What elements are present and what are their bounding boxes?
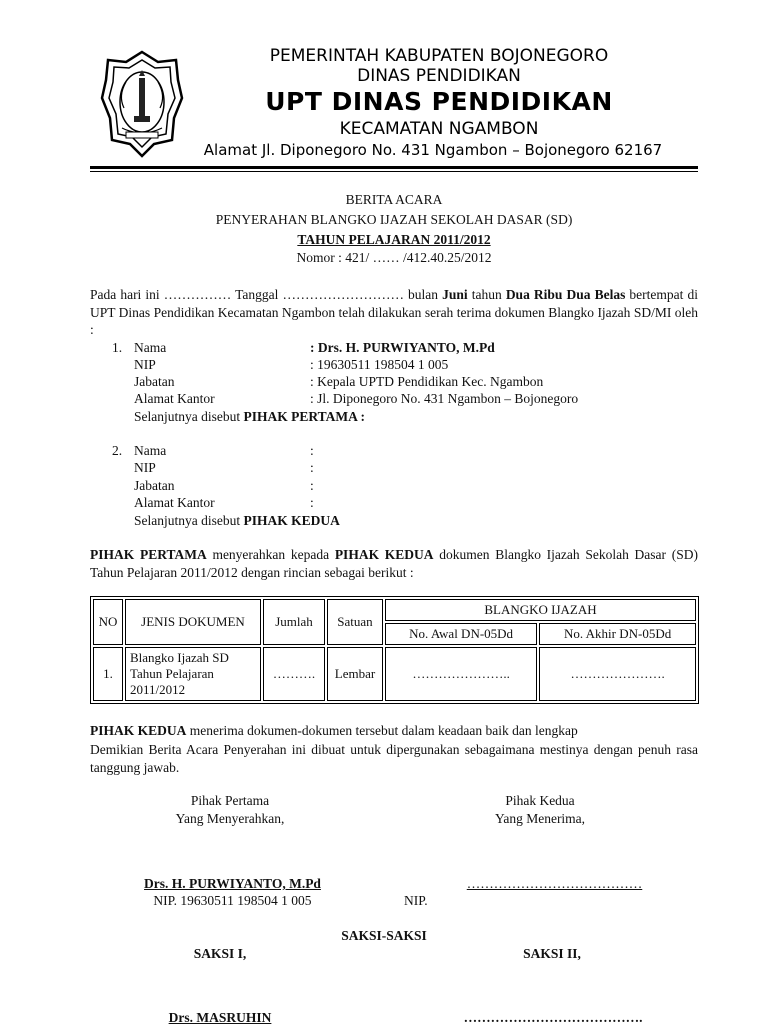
party2-value-nip: : xyxy=(310,460,314,475)
header-no: NO xyxy=(93,599,123,645)
party1-label-position: Jabatan xyxy=(134,374,175,389)
sign-left-subtitle: Yang Menyerahkan, xyxy=(175,811,285,826)
header-blangko: BLANGKO IJAZAH xyxy=(385,599,696,621)
party2-designation-bold: PIHAK KEDUA xyxy=(243,513,340,528)
cell-document-line3: 2011/2012 xyxy=(130,682,186,697)
sign-right-title: Pihak Kedua xyxy=(505,793,575,808)
party2-value-position: : xyxy=(310,478,314,493)
witness-title: SAKSI-SAKSI xyxy=(341,928,427,943)
cell-document-line1: Blangko Ijazah SD xyxy=(130,650,229,665)
header-start-number: No. Awal DN-05Dd xyxy=(385,623,537,645)
letterhead-government: PEMERINTAH KABUPATEN BOJONEGORO xyxy=(269,46,609,66)
party2-value-name: : xyxy=(310,443,314,458)
handover-party1: PIHAK PERTAMA xyxy=(90,547,207,562)
witness-2-label: SAKSI II, xyxy=(523,946,581,961)
witness-2-name: …………………………………. xyxy=(463,1010,643,1025)
doc-title: BERITA ACARA xyxy=(345,192,443,207)
party1-value-address: : Jl. Diponegoro No. 431 Ngambon – Bojonegoro xyxy=(310,391,579,406)
receipt-statement xyxy=(90,722,698,740)
letterhead-thick-rule xyxy=(90,166,698,169)
party1-value-position: : Kepala UPTD Pendidikan Kec. Ngambon xyxy=(310,374,544,389)
handover-text-2: dokumen Blangko Ijazah Sekolah Dasar (SD) Tahun Pelajaran 2011/2012 dengan rincian sebagai berikut : xyxy=(90,547,698,580)
letterhead-district: KECAMATAN NGAMBON xyxy=(339,119,539,139)
party1-label-address: Alamat Kantor xyxy=(134,391,215,406)
receipt-text: menerima dokumen-dokumen tersebut dalam keadaan baik dan lengkap xyxy=(186,723,578,738)
party2-number: 2. xyxy=(112,443,123,458)
table-row xyxy=(93,647,696,701)
sign-right-nip: NIP. xyxy=(404,893,428,908)
doc-subtitle: PENYERAHAN BLANGKO IJAZAH SEKOLAH DASAR (SD) xyxy=(215,212,573,227)
cell-start-number: ………………….. xyxy=(385,647,537,701)
party2-label-position: Jabatan xyxy=(134,478,175,493)
party1-designation-text: Selanjutnya disebut xyxy=(134,409,244,424)
party2-label-address: Alamat Kantor xyxy=(134,495,215,510)
party2-label-name: Nama xyxy=(134,443,167,458)
party1-number: 1. xyxy=(112,340,123,355)
doc-year: TAHUN PELAJARAN 2011/2012 xyxy=(297,232,491,247)
cell-document-type xyxy=(125,647,261,701)
party1-label-name: Nama xyxy=(134,340,167,355)
letterhead-thin-rule xyxy=(90,171,698,172)
header-unit: Satuan xyxy=(327,599,383,645)
handover-text-1: menyerahkan kepada xyxy=(206,547,335,562)
witness-1-label: SAKSI I, xyxy=(193,946,247,961)
party1-designation xyxy=(134,408,365,425)
sign-right-subtitle: Yang Menerima, xyxy=(494,811,586,826)
witness-1-name: Drs. MASRUHIN xyxy=(168,1010,272,1025)
cell-quantity: ………. xyxy=(263,647,325,701)
party2-designation-text: Selanjutnya disebut xyxy=(134,513,244,528)
handover-paragraph xyxy=(90,546,698,581)
party2-label-nip: NIP xyxy=(134,460,156,475)
closing-statement: Demikian Berita Acara Penyerahan ini dibuat untuk dipergunakan sebagaimana mestinya dengan penuh rasa tanggung jawab. xyxy=(90,742,698,775)
header-end-number: No. Akhir DN-05Dd xyxy=(539,623,696,645)
opening-paragraph xyxy=(90,286,698,339)
sign-right-name: ………………………………… xyxy=(466,876,643,891)
party1-value-nip: : 19630511 198504 1 005 xyxy=(310,357,449,372)
cell-unit: Lembar xyxy=(327,647,383,701)
cell-document-line2: Tahun Pelajaran xyxy=(130,666,214,681)
party2-value-address: : xyxy=(310,495,314,510)
party1-label-nip: NIP xyxy=(134,357,156,372)
header-quantity: Jumlah xyxy=(263,599,325,645)
party2-designation xyxy=(134,512,340,529)
opening-month: Juni xyxy=(442,287,468,302)
sign-left-name: Drs. H. PURWIYANTO, M.Pd xyxy=(144,876,321,891)
handover-party2: PIHAK KEDUA xyxy=(334,547,434,562)
opening-text-1: Pada hari ini …………… Tanggal ……………………… bulan xyxy=(90,287,443,302)
cell-end-number: …………………. xyxy=(539,647,696,701)
letterhead-department: DINAS PENDIDIKAN xyxy=(357,66,521,86)
letterhead-unit: UPT DINAS PENDIDIKAN xyxy=(265,87,613,116)
cell-no: 1. xyxy=(93,647,123,701)
doc-number: Nomor : 421/ …… /412.40.25/2012 xyxy=(296,250,492,265)
opening-text-3: bertempat di UPT Dinas Pendidikan Kecamatan Ngambon telah dilakukan serah terima dokumen Blangko Ijazah SD/MI oleh : xyxy=(90,287,698,337)
header-document-type: JENIS DOKUMEN xyxy=(125,599,261,645)
party1-designation-bold: PIHAK PERTAMA : xyxy=(243,409,366,424)
sign-left-title: Pihak Pertama xyxy=(190,793,270,808)
opening-text-2: tahun xyxy=(467,287,506,302)
letterhead-address: Alamat Jl. Diponegoro No. 431 Ngambon – Bojonegoro 62167 xyxy=(203,141,663,159)
party1-value-name: : Drs. H. PURWIYANTO, M.Pd xyxy=(310,340,495,355)
opening-year: Dua Ribu Dua Belas xyxy=(505,287,626,302)
letterhead xyxy=(180,46,698,160)
receipt-party2: PIHAK KEDUA xyxy=(90,723,187,738)
table-header-row xyxy=(93,599,696,621)
document-table xyxy=(90,596,699,704)
sign-left-nip: NIP. 19630511 198504 1 005 xyxy=(153,893,312,908)
